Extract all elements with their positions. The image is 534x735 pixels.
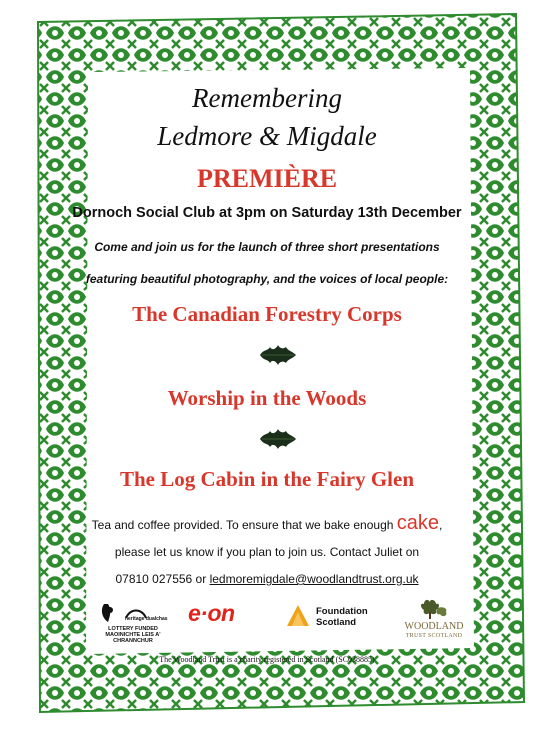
intro-line-1: Come and join us for the launch of three short presentations <box>94 240 440 254</box>
refreshments-text: Tea and coffee provided. To ensure that we bake enough <box>91 518 397 532</box>
intro-line-2: featuring beautiful photography, and the voices of local people: <box>85 272 449 286</box>
venue-text: Dornoch Social Club at 3pm on Saturday 13th December <box>72 205 462 221</box>
oak-leaf-icon <box>258 343 298 367</box>
refreshments-line <box>0 512 534 535</box>
email-link[interactable]: ledmoremigdale@woodlandtrust.org.uk <box>209 572 419 586</box>
woodland-trust-tree-icon <box>418 598 450 620</box>
foundation-line-1: Foundation <box>316 606 368 617</box>
charity-notice: The Woodland Trust is a charity registered in Scotland (SC038885) <box>159 655 375 664</box>
title-line-1: Remembering <box>192 83 342 113</box>
heritage-label: heritage dualchas <box>125 616 168 622</box>
presentation-title: Worship in the Woods <box>167 386 367 410</box>
cake-word: cake <box>396 512 440 534</box>
premiere-heading: PREMIÈRE <box>196 164 338 193</box>
oak-leaf-icon <box>258 427 298 451</box>
title-line-2: Ledmore & Migdale <box>157 121 377 151</box>
lottery-funded-label: LOTTERY FUNDED MAOINICHTE LEIS A' CHRANNCHUR <box>105 626 161 644</box>
foundation-scotland-icon <box>286 604 310 628</box>
foundation-scotland-logo <box>316 606 368 628</box>
comma: , <box>439 518 443 532</box>
eon-logo: e·on <box>188 600 235 626</box>
contact-details <box>0 572 534 586</box>
woodland-trust-logo: WOODLAND <box>404 621 464 632</box>
contact-line: please let us know if you plan to join us. Contact Juliet on <box>114 545 420 559</box>
presentation-title: The Log Cabin in the Fairy Glen <box>119 467 415 491</box>
presentation-title: The Canadian Forestry Corps <box>132 302 402 326</box>
foundation-line-2: Scotland <box>316 617 357 628</box>
phone-number: 07810 027556 or <box>115 572 210 586</box>
woodland-trust-subtitle: TRUST SCOTLAND <box>405 633 463 639</box>
